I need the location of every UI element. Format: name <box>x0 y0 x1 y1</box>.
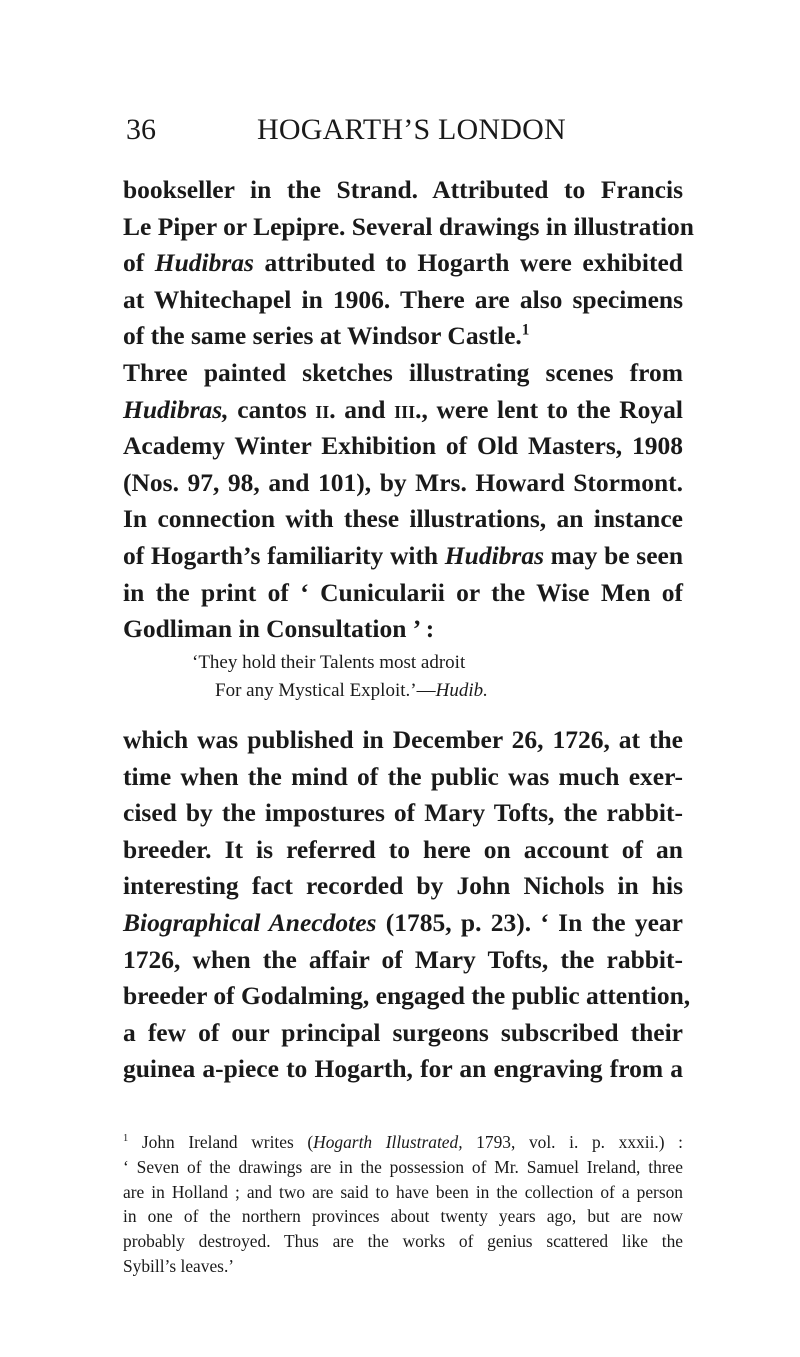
text-line: time when the mind of the public was much exer- <box>123 761 683 791</box>
text-line: Hudibras, cantos ii. and iii., were lent to the Royal <box>123 394 684 424</box>
text-line: Academy Winter Exhibition of Old Masters, 1908 <box>123 431 683 461</box>
text-line: In connection with these illustrations, an instance <box>123 504 683 534</box>
text-line: breeder. It is referred to here on account of an <box>123 834 683 864</box>
text-line: in the print of ‘ Cunicularii or the Wise Men of <box>123 577 683 607</box>
text-line: 1726, when the affair of Mary Tofts, the rabbit- <box>123 944 683 974</box>
italic-title: Hogarth Illustrated, <box>313 1132 463 1152</box>
continued-paragraph <box>123 722 691 1088</box>
italic-title: Hudibras <box>154 248 254 278</box>
text-line: at Whitechapel in 1906. There are also specimens <box>123 284 683 314</box>
text-line: cised by the impostures of Mary Tofts, the rabbit- <box>123 798 683 828</box>
text-line: of Hogarth’s familiarity with Hudibras may be seen <box>123 540 684 570</box>
quote-line: ‘They hold their Talents most adroit <box>192 652 466 673</box>
text-line: guinea a-piece to Hogarth, for an engraving from a <box>123 1054 683 1084</box>
quote-source: Hudib. <box>435 680 488 701</box>
text-line: of Hudibras attributed to Hogarth were exhibited <box>123 248 683 278</box>
text-line: interesting fact recorded by John Nichols in his <box>123 871 683 901</box>
text-line: which was published in December 26, 1726, at the <box>123 725 683 754</box>
text-line: Biographical Anecdotes (1785, p. 23). ‘ In the year <box>123 907 683 937</box>
page-number: 36 <box>126 113 156 146</box>
footnote-line: ‘ Seven of the drawings are in the possession of Mr. Samuel Ireland, three <box>123 1156 683 1177</box>
italic-title: Hudibras, <box>123 394 229 424</box>
running-title: HOGARTH’S LONDON <box>257 113 566 146</box>
footnote-marker: 1 <box>123 1133 129 1145</box>
footnote-line: in one of the northern provinces about twenty years ago, but are now <box>123 1206 683 1227</box>
footnote-line: $^1$ John Ireland writes (Hogarth Illustrated, 1793, vol. i. p. xxxii.) : <box>123 1132 684 1152</box>
text-line: a few of our principal surgeons subscribed their <box>123 1017 683 1047</box>
text-line: Le Piper or Lepipre. Several drawings in illustration <box>123 211 694 241</box>
footnote-line: probably destroyed. Thus are the works of genius scattered like the <box>123 1231 683 1252</box>
text-line: Three painted sketches illustrating scenes from <box>123 357 683 387</box>
footnote <box>123 1130 683 1279</box>
quote-line: For any Mystical Exploit.’—Hudib. <box>215 680 488 701</box>
text-line: Godliman in Consultation ’ : <box>123 614 435 644</box>
footnote-line: Sybill’s leaves.’ <box>123 1255 235 1276</box>
text-line: bookseller in the Strand. Attributed to Francis <box>123 175 683 204</box>
italic-title: Hudibras <box>444 540 544 570</box>
footnote-line: are in Holland ; and two are said to have been in the collection of a person <box>123 1181 683 1202</box>
main-paragraphs <box>123 172 694 648</box>
text-line: (Nos. 97, 98, and 101), by Mrs. Howard Stormont. <box>123 467 683 497</box>
text-line: of the same series at Windsor Castle.$^1$ <box>123 321 530 351</box>
verse-quotation <box>192 649 632 705</box>
footnote-ref: 1 <box>521 321 530 339</box>
text-line: breeder of Godalming, engaged the public attention, <box>123 981 691 1011</box>
italic-title: Biographical Anecdotes <box>123 907 377 937</box>
